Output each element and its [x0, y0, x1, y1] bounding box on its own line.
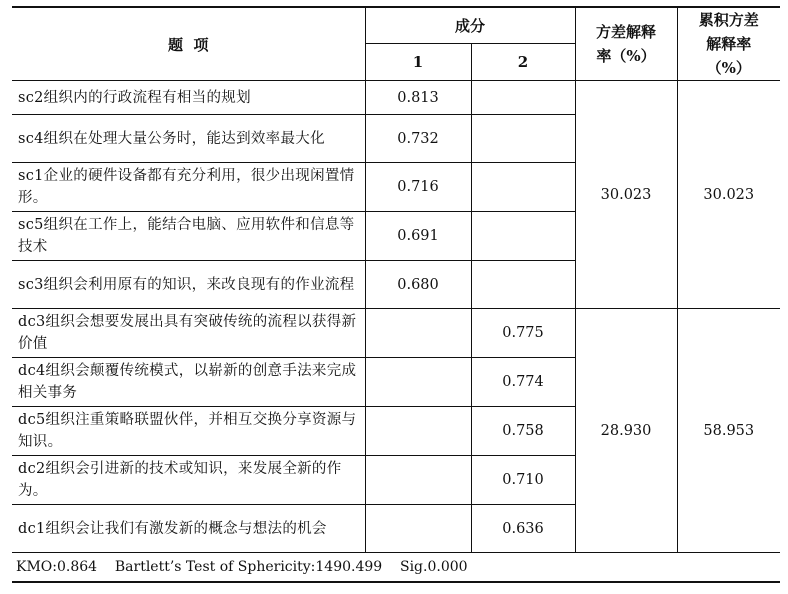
header-cumulative: 累积方差解释率（%） [677, 7, 780, 81]
row-factor-1 [365, 358, 471, 407]
row-factor-1: 0.813 [365, 81, 471, 115]
row-factor-1: 0.691 [365, 212, 471, 261]
footer-statistics: KMO:0.864 Bartlett’s Test of Sphericity:1490.499 Sig.0.000 [12, 553, 780, 583]
row-factor-2 [471, 261, 575, 309]
group-2-cumulative: 58.953 [677, 309, 780, 553]
row-factor-2 [471, 163, 575, 212]
row-item: dc3组织会想要发展出具有突破传统的流程以获得新价值 [12, 309, 365, 358]
group-2-variance: 28.930 [575, 309, 677, 553]
row-item: sc2组织内的行政流程有相当的规划 [12, 81, 365, 115]
table-row [12, 309, 780, 358]
row-factor-1: 0.716 [365, 163, 471, 212]
row-factor-2: 0.636 [471, 505, 575, 553]
row-item: sc1企业的硬件设备都有充分利用，很少出现闲置情形。 [12, 163, 365, 212]
row-factor-1 [365, 505, 471, 553]
row-factor-1 [365, 309, 471, 358]
row-factor-1: 0.732 [365, 115, 471, 163]
header-component: 成分 [365, 7, 575, 44]
header-factor-2: 2 [471, 44, 575, 81]
row-item: dc4组织会颠覆传统模式，以崭新的创意手法来完成相关事务 [12, 358, 365, 407]
row-factor-2: 0.758 [471, 407, 575, 456]
header-factor-1: 1 [365, 44, 471, 81]
row-item: dc1组织会让我们有激发新的概念与想法的机会 [12, 505, 365, 553]
group-1-variance: 30.023 [575, 81, 677, 309]
row-factor-2 [471, 115, 575, 163]
row-factor-2: 0.774 [471, 358, 575, 407]
row-factor-1 [365, 456, 471, 505]
table-row [12, 81, 780, 115]
row-item: sc5组织在工作上，能结合电脑、应用软件和信息等技术 [12, 212, 365, 261]
row-item: sc4组织在处理大量公务时，能达到效率最大化 [12, 115, 365, 163]
table-footer-row [12, 553, 780, 583]
row-factor-2 [471, 81, 575, 115]
row-item: dc2组织会引进新的技术或知识，来发展全新的作为。 [12, 456, 365, 505]
row-factor-2: 0.775 [471, 309, 575, 358]
row-factor-2 [471, 212, 575, 261]
row-factor-2: 0.710 [471, 456, 575, 505]
factor-analysis-table [12, 6, 780, 583]
group-1-cumulative: 30.023 [677, 81, 780, 309]
row-item: sc3组织会利用原有的知识，来改良现有的作业流程 [12, 261, 365, 309]
row-item: dc5组织注重策略联盟伙伴，并相互交换分享资源与知识。 [12, 407, 365, 456]
row-factor-1 [365, 407, 471, 456]
header-variance: 方差解释率（%） [575, 7, 677, 81]
row-factor-1: 0.680 [365, 261, 471, 309]
header-item: 题 项 [168, 35, 209, 54]
